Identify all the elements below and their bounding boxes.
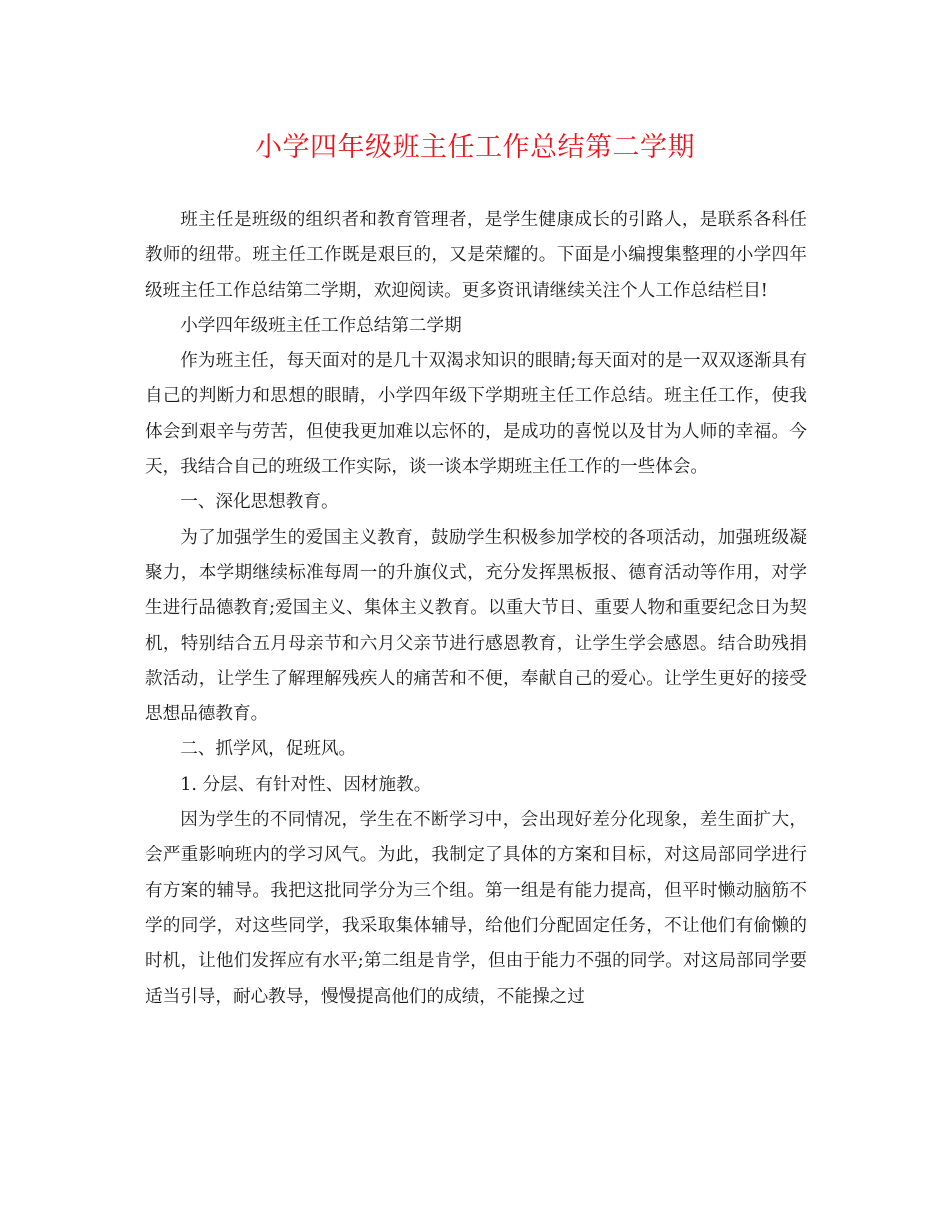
paragraph-subsection-1: 因为学生的不同情况，学生在不断学习中，会出现好差分化现象，差生面扩大，会严重影响班内的学习风气。为此，我制定了具体的方案和目标，对这局部同学进行有方案的辅导。我把这批同学分为三个组。第一组是有能力提高，但平时懒动脑筋不学的同学，对这些同学，我采取集体辅导，给他们分配固定任务，不让他们有偷懒的时机，让他们发挥应有水平;第二组是肯学，但由于能力不强的同学。对这局部同学要适当引导，耐心教导，慢慢提高他们的成绩，不能操之过 bbox=[145, 810, 807, 1007]
section-heading-1: 一、深化思想教育。 bbox=[180, 492, 339, 513]
subsection-heading-1: 1. 分层、有针对性、因材施教。 bbox=[180, 774, 432, 795]
document-title: 小学四年级班主任工作总结第二学期 bbox=[255, 132, 695, 163]
paragraph-opening: 作为班主任，每天面对的是几十双渴求知识的眼睛;每天面对的是一双双逐渐具有自己的判断力和思想的眼睛，小学四年级下学期班主任工作总结。班主任工作，使我体会到艰辛与劳苦，但使我更加难以忘怀的，是成功的喜悦以及甘为人师的幸福。今天，我结合自己的班级工作实际，谈一谈本学期班主任工作的一些体会。 bbox=[145, 351, 807, 478]
paragraph-section-1: 为了加强学生的爱国主义教育，鼓励学生积极参加学校的各项活动，加强班级凝聚力，本学期继续标准每周一的升旗仪式，充分发挥黑板报、德育活动等作用，对学生进行品德教育;爱国主义、集体主义教育。以重大节日、重要人物和重要纪念日为契机，特别结合五月母亲节和六月父亲节进行感恩教育，让学生学会感恩。结合助残捐款活动，让学生了解理解残疾人的痛苦和不便，奉献自己的爱心。让学生更好的接受思想品德教育。 bbox=[145, 527, 807, 725]
document-body bbox=[145, 203, 807, 1015]
paragraph-subtitle: 小学四年级班主任工作总结第二学期 bbox=[180, 315, 462, 336]
paragraph-intro: 班主任是班级的组织者和教育管理者，是学生健康成长的引路人，是联系各科任教师的纽带。班主任工作既是艰巨的，又是荣耀的。下面是小编搜集整理的小学四年级班主任工作总结第二学期，欢迎阅读。更多资讯请继续关注个人工作总结栏目! bbox=[145, 210, 807, 301]
section-heading-2: 二、抓学风，促班风。 bbox=[180, 739, 357, 760]
